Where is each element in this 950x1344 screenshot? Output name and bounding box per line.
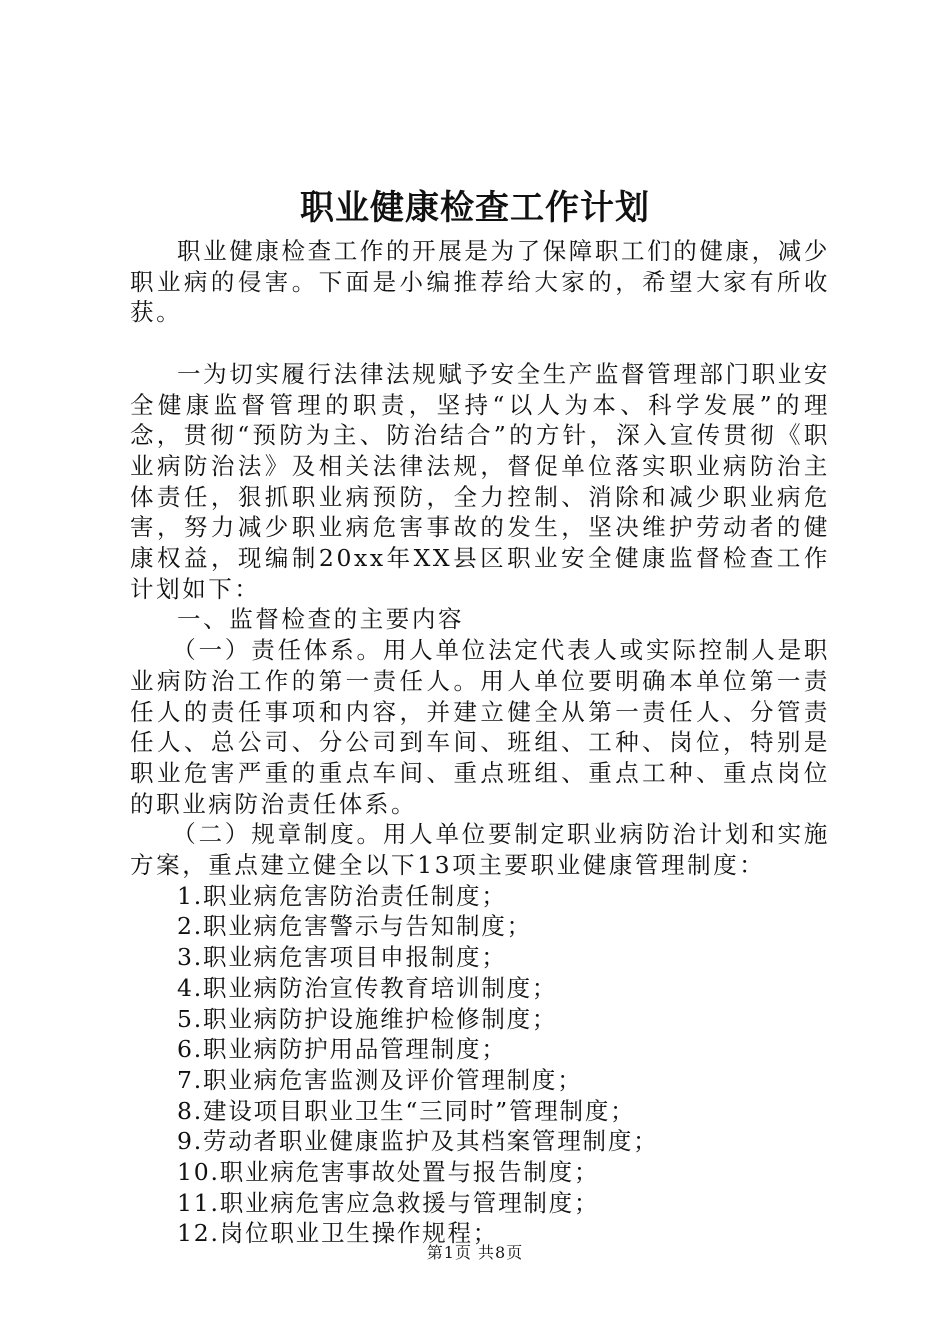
list-item: 12.岗位职业卫生操作规程；	[177, 1219, 499, 1248]
list-item: 5.职业病防护设施维护检修制度；	[177, 1004, 558, 1033]
list-item: 6.职业病防护用品管理制度；	[177, 1035, 507, 1064]
list-item: 1.职业病危害防治责任制度；	[177, 881, 507, 910]
list-item: 4.职业病防治宣传教育培训制度；	[177, 973, 558, 1002]
page-footer: 第1页 共8页	[426, 1243, 524, 1262]
blank-line	[130, 328, 830, 359]
list-item: 3.职业病危害项目申报制度；	[177, 943, 507, 972]
purpose-paragraph: 一为切实履行法律法规赋予安全生产监督管理部门职业安全健康监督管理的职责，坚持“以人为本、科学发展”的理念，贯彻“预防为主、防治结合”的方针，深入宣传贯彻《职业病防治法》及相关法律法规，督促单位落实职业病防治主体责任，狠抓职业病预防，全力控制、消除和减少职业病危害，努力减少职业病危害事故的发生，坚决维护劳动者的健康权益，现编制20xx年XX县区职业安全健康监督检查工作计划如下：	[130, 359, 830, 603]
list-item: 2.职业病危害警示与告知制度；	[177, 912, 532, 941]
document-title: 职业健康检查工作计划	[300, 188, 650, 228]
list-item: 11.职业病危害应急救援与管理制度；	[177, 1188, 600, 1217]
regulations-list	[130, 881, 830, 1249]
list-item: 9.劳动者职业健康监护及其档案管理制度；	[177, 1127, 659, 1156]
regulations-paragraph: （二）规章制度。用人单位要制定职业病防治计划和实施方案，重点建立健全以下13项主要职业健康管理制度：	[130, 820, 830, 880]
list-item: 10.职业病危害事故处置与报告制度；	[177, 1158, 600, 1187]
list-item: 8.建设项目职业卫生“三同时”管理制度；	[177, 1096, 636, 1125]
document-body	[130, 236, 830, 1249]
section-heading: 一、监督检查的主要内容	[177, 605, 465, 634]
responsibility-paragraph: （一）责任体系。用人单位法定代表人或实际控制人是职业病防治工作的第一责任人。用人单位要明确本单位第一责任人的责任事项和内容，并建立健全从第一责任人、分管责任人、总公司、分公司到车间、班组、工种、岗位，特别是职业危害严重的重点车间、重点班组、重点工种、重点岗位的职业病防治责任体系。	[130, 636, 830, 818]
intro-paragraph: 职业健康检查工作的开展是为了保障职工们的健康，减少职业病的侵害。下面是小编推荐给大家的，希望大家有所收获。	[130, 237, 830, 327]
list-item: 7.职业病危害监测及评价管理制度；	[177, 1065, 583, 1094]
